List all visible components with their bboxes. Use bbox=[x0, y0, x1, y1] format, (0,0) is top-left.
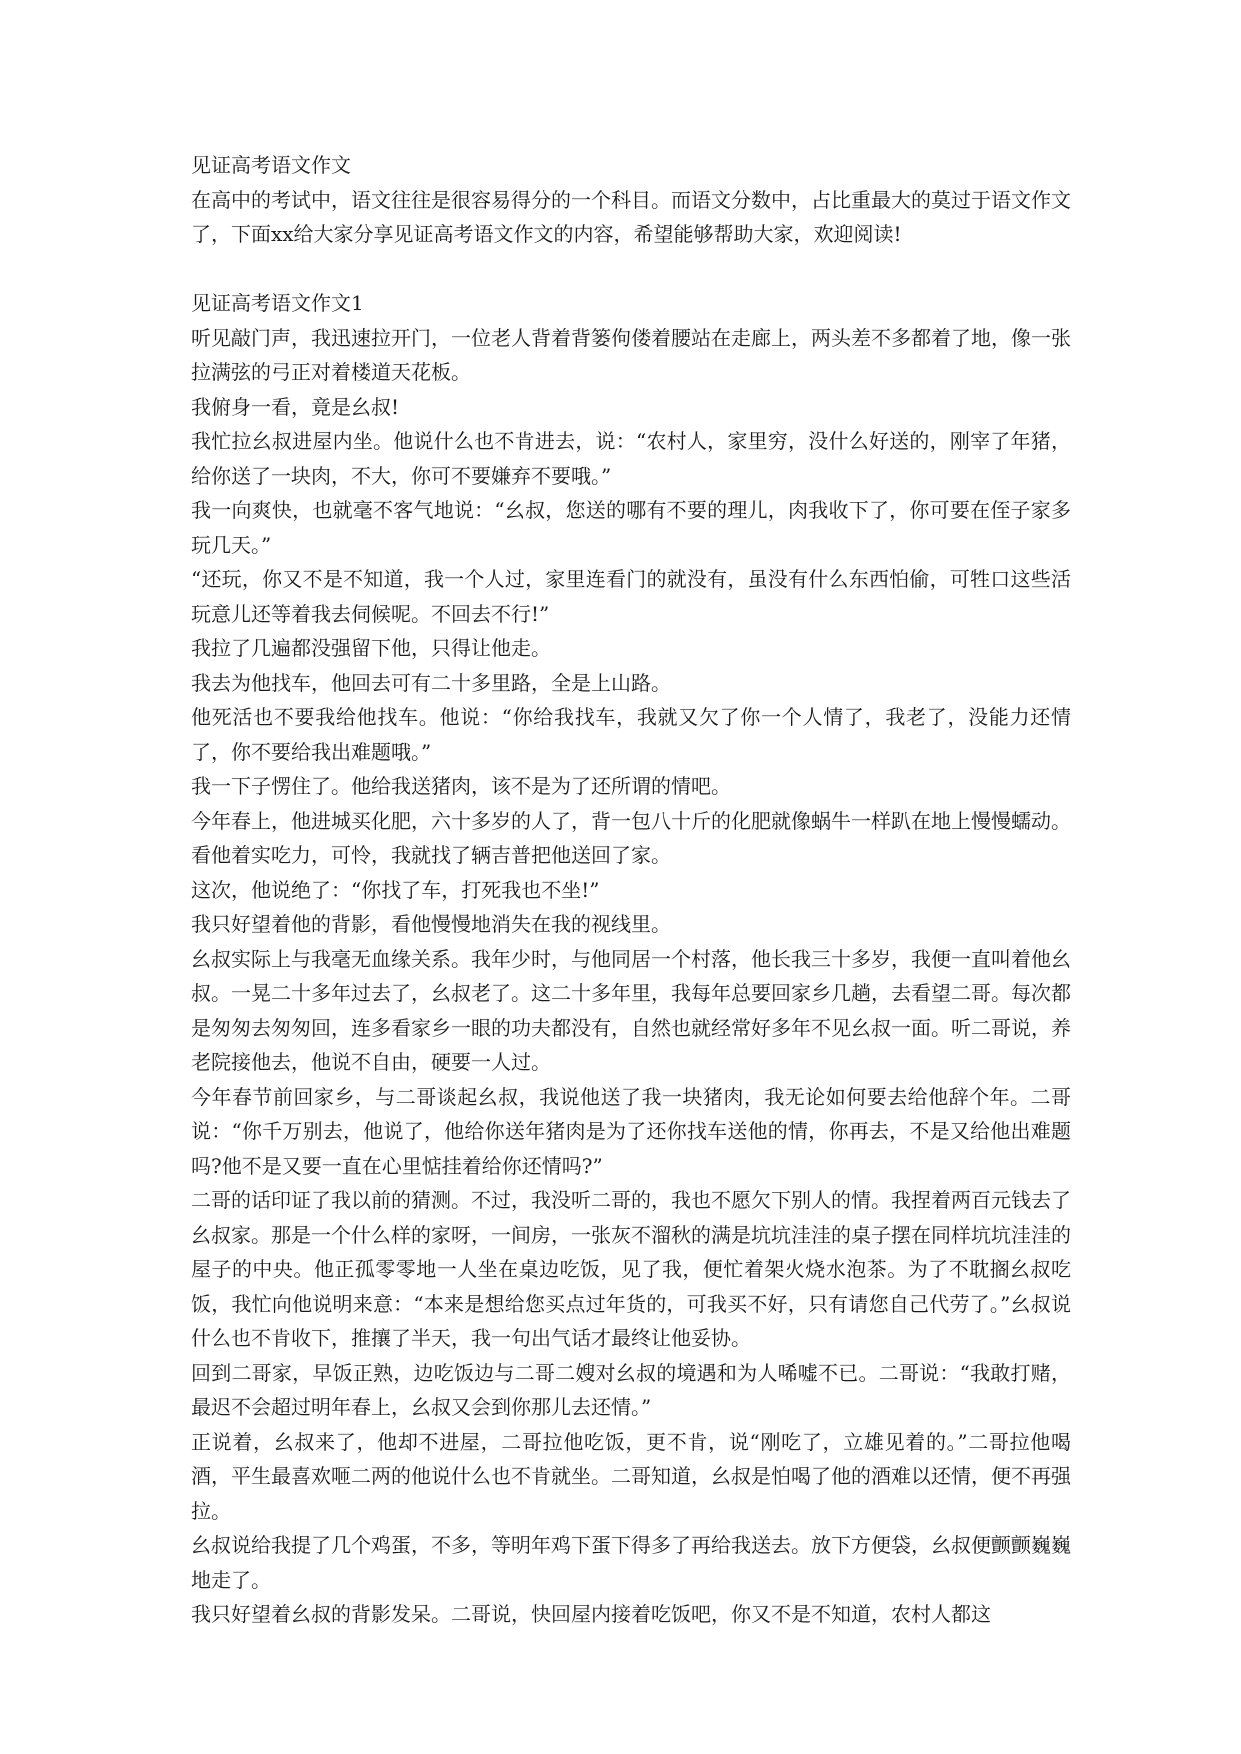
body-paragraph: 我只好望着幺叔的背影发呆。二哥说，快回屋内接着吃饭吧，你又不是不知道，农村人都这 bbox=[191, 1602, 991, 1626]
body-paragraph: 幺叔说给我提了几个鸡蛋，不多，等明年鸡下蛋下得多了再给我送去。放下方便袋，幺叔便颤颤巍巍地走了。 bbox=[191, 1533, 1071, 1592]
body-paragraph: 回到二哥家，早饭正熟，边吃饭边与二哥二嫂对幺叔的境遇和为人唏嘘不已。二哥说：“我敢打赌，最迟不会超过明年春上，幺叔又会到你那儿去还情。” bbox=[191, 1360, 1071, 1419]
body-paragraph: 今年春节前回家乡，与二哥谈起幺叔，我说他送了我一块猪肉，我无论如何要去给他辞个年。二哥说：“你千万别去，他说了，他给你送年猪肉是为了还你找车送他的情，你再去，不是又给他出难题吗?他不是又要一直在心里惦挂着给你还情吗?” bbox=[191, 1084, 1071, 1178]
body-paragraph: 我忙拉幺叔进屋内坐。他说什么也不肯进去，说：“农村人，家里穷，没什么好送的，刚宰了年猪，给你送了一块肉，不大，你可不要嫌弃不要哦。” bbox=[191, 429, 1071, 488]
body-paragraph: 听见敲门声，我迅速拉开门，一位老人背着背篓佝偻着腰站在走廊上，两头差不多都着了地，像一张拉满弦的弓正对着楼道天花板。 bbox=[191, 325, 1071, 384]
body-paragraph: 我拉了几遍都没强留下他，只得让他走。 bbox=[191, 636, 551, 660]
intro-paragraph: 在高中的考试中，语文往往是很容易得分的一个科目。而语文分数中，占比重最大的莫过于语文作文了，下面xx给大家分享见证高考语文作文的内容，希望能够帮助大家，欢迎阅读! bbox=[191, 187, 1071, 246]
body-paragraph: 今年春上，他进城买化肥，六十多岁的人了，背一包八十斤的化肥就像蜗牛一样趴在地上慢慢蠕动。看他着实吃力，可怜，我就找了辆吉普把他送回了家。 bbox=[191, 808, 1071, 867]
body-paragraph: 幺叔实际上与我毫无血缘关系。我年少时，与他同居一个村落，他长我三十多岁，我便一直叫着他幺叔。一晃二十多年过去了，幺叔老了。这二十多年里，我每年总要回家乡几趟，去看望二哥。每次都是匆匆去匆匆回，连多看家乡一眼的功夫都没有，自然也就经常好多年不见幺叔一面。听二哥说，养老院接他去，他说不自由，硬要一人过。 bbox=[191, 946, 1071, 1074]
body-paragraph: 这次，他说绝了：“你找了车，打死我也不坐!” bbox=[191, 877, 600, 902]
body-paragraph: 我一下子愣住了。他给我送猪肉，该不是为了还所谓的情吧。 bbox=[191, 774, 731, 798]
document-title: 见证高考语文作文 bbox=[191, 153, 351, 177]
body-paragraph: 我一向爽快，也就毫不客气地说：“幺叔，您送的哪有不要的理儿，肉我收下了，你可要在侄子家多玩几天。” bbox=[191, 498, 1071, 557]
body-paragraph: 二哥的话印证了我以前的猜测。不过，我没听二哥的，我也不愿欠下别人的情。我捏着两百元钱去了幺叔家。那是一个什么样的家呀，一间房，一张灰不溜秋的满是坑坑洼洼的桌子摆在同样坑坑洼洼的屋子的中央。他正孤零零地一人坐在桌边吃饭，见了我，便忙着架火烧水泡茶。为了不耽搁幺叔吃饭，我忙向他说明来意：“本来是想给您买点过年货的，可我买不好，只有请您自己代劳了。”幺叔说什么也不肯收下，推攘了半天，我一句出气话才最终让他妥协。 bbox=[191, 1188, 1071, 1350]
document-body bbox=[191, 148, 1071, 1632]
body-paragraph: 我去为他找车，他回去可有二十多里路，全是上山路。 bbox=[191, 670, 671, 695]
body-paragraph: 正说着，幺叔来了，他却不进屋，二哥拉他吃饭，更不肯，说“刚吃了，立雄见着的。”二哥拉他喝酒，平生最喜欢咂二两的他说什么也不肯就坐。二哥知道，幺叔是怕喝了他的酒难以还情，便不再强拉。 bbox=[191, 1429, 1071, 1523]
body-paragraph: 我俯身一看，竟是幺叔! bbox=[191, 394, 400, 419]
body-paragraph: 我只好望着他的背影，看他慢慢地消失在我的视线里。 bbox=[191, 912, 671, 936]
blank-line bbox=[191, 252, 1071, 287]
section-title: 见证高考语文作文1 bbox=[191, 291, 364, 315]
body-paragraph: “还玩，你又不是不知道，我一个人过，家里连看门的就没有，虽没有什么东西怕偷，可牲口这些活玩意儿还等着我去伺候呢。不回去不行!” bbox=[191, 567, 1071, 626]
body-paragraph: 他死活也不要我给他找车。他说：“你给我找车，我就又欠了你一个人情了，我老了，没能力还情了，你不要给我出难题哦。” bbox=[191, 705, 1071, 764]
